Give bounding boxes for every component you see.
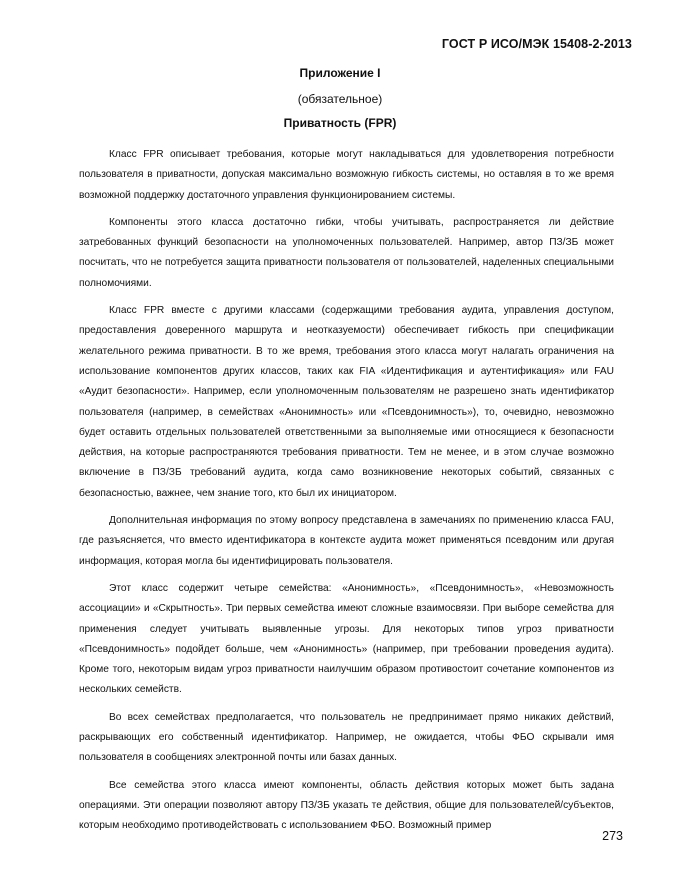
appendix-title: Приложение I — [299, 66, 381, 80]
paragraph: Все семейства этого класса имеют компоненты, область действия которых может быть задана операциями. Эти операции позволяют автору ПЗ/ЗБ указать те действия, общие для пользователей/субъектов, которым необходимо противодействовать с использованием ФБО. Возможный пример — [79, 779, 614, 832]
page-number: 273 — [602, 829, 623, 843]
appendix-status: (обязательное) — [297, 92, 383, 106]
class-title: Приватность (FPR) — [283, 116, 397, 130]
standard-code-header: ГОСТ Р ИСО/МЭК 15408-2-2013 — [441, 37, 632, 51]
paragraph: Компоненты этого класса достаточно гибки, чтобы учитывать, распространяется ли действие затребованных функций безопасности на уполномоченных пользователей. Например, автор ПЗ/ЗБ может посчитать, что не потребуется защита приватности пользователя от пользователей, наделенных специальными полномочиями. — [79, 216, 614, 289]
paragraph: Во всех семействах предполагается, что пользователь не предпринимает прямо никаких действий, раскрывающих его собственный идентификатор. Например, не ожидается, чтобы ФБО скрывали имя пользователя в сообщениях электронной почты или базах данных. — [79, 711, 614, 764]
paragraph: Этот класс содержит четыре семейства: «Анонимность», «Псевдонимность», «Невозможность ассоциации» и «Скрытность». Три первых семейства имеют сложные взаимосвязи. При выборе семейства для применения следует учитывать выявленные угрозы. Для некоторых типов угроз приватности «Псевдонимность» подойдет больше, чем «Анонимность» (например, при требовании проведения аудита). Кроме того, некоторым видам угроз приватности наилучшим образом противостоит сочетание компонентов из нескольких семейств. — [79, 582, 614, 696]
body-text — [79, 145, 614, 844]
paragraph: Дополнительная информация по этому вопросу представлена в замечаниях по применению класса FAU, где разъясняется, что вместо идентификатора в контексте аудита может применяться псевдоним или другая информация, которая могла бы идентифицировать пользователя. — [79, 515, 614, 567]
paragraph: Класс FPR описывает требования, которые могут накладываться для удовлетворения потребности пользователя в приватности, допуская максимально возможную гибкость системы, но оставляя в то же время возможной поддержку достаточного управления функционированием системы. — [79, 149, 614, 201]
paragraph: Класс FPR вместе с другими классами (содержащими требования аудита, управления доступом, предоставления доверенного маршрута и неотказуемости) обеспечивает гибкость при спецификации желательного режима приватности. В то же время, требования этого класса могут налагать ограничения на использование компонентов других классов, таких как FIA «Идентификация и аутентификация» или FAU «Аудит безопасности». Например, если уполномоченным пользователям не разрешено знать идентификатор пользователя (например, в семействах «Анонимность» или «Псевдонимность»), то, очевидно, невозможно будет оставить отдельных пользователей ответственными за выполняемые ими относящиеся к безопасности действия, на которые распространяются требования приватности. Тем не менее, и в этом случае возможно включение в ПЗ/ЗБ требований аудита, когда само возникновение некоторых событий, связанных с безопасностью, важнее, чем знание того, кто был их инициатором. — [79, 305, 614, 499]
